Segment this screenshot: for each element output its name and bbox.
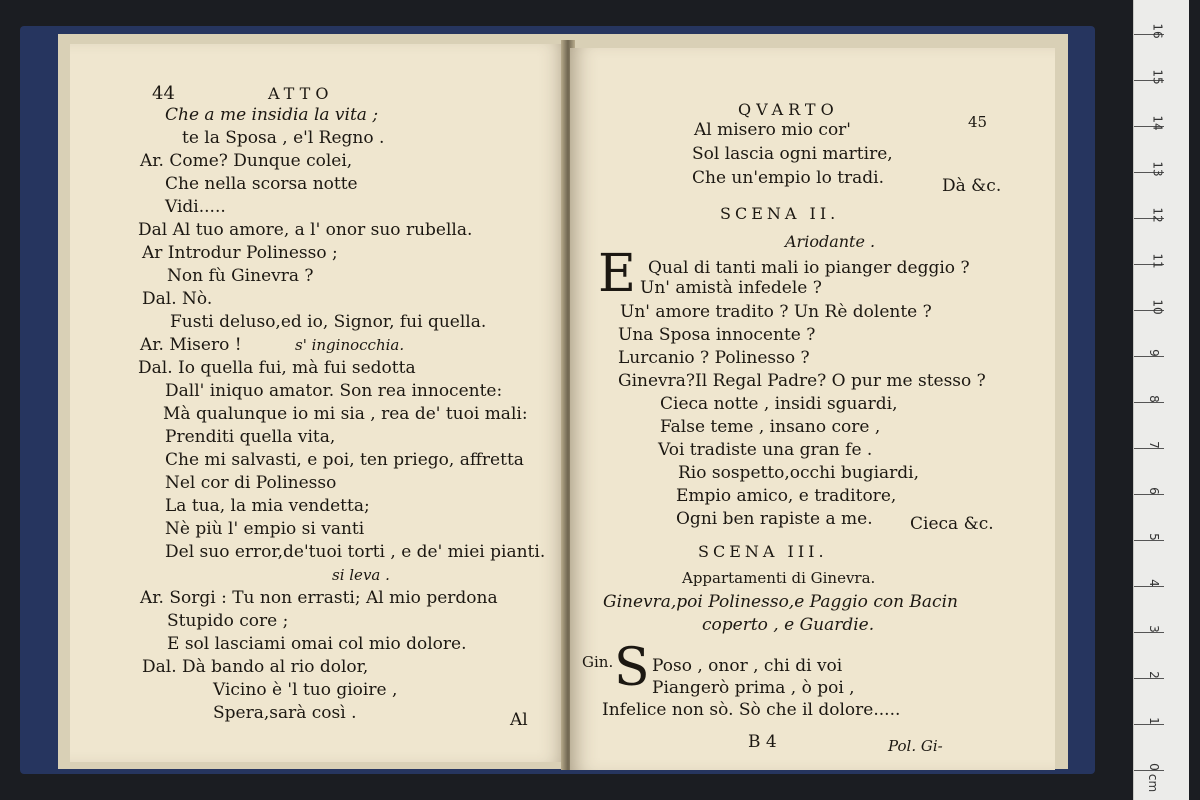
drop-cap: E [598,244,636,304]
text-line: Dal Al tuo amore, a l' onor suo rubella. [138,220,473,240]
text-line: Ginevra?Il Regal Padre? O pur me stesso ? [618,371,986,391]
measurement-ruler: 0 1 2 3 4 5 6 7 8 9 10 11 12 13 14 15 16 cm [1133,0,1189,800]
stage-direction: s' inginocchia. [295,336,405,354]
character-name: Ariodante . [785,232,876,251]
right-page [570,48,1055,770]
text-line: Che un'empio lo tradi. [692,168,885,188]
setting-line: Appartamenti di Ginevra. [682,569,876,587]
text-line: Poso , onor , chi di voi [652,656,843,676]
text-line: Ar Introdur Polinesso ; [142,243,338,263]
text-line: Un' amore tradito ? Un Rè dolente ? [620,302,932,322]
text-line: Cieca &c. [910,514,994,534]
right-running-head: QVARTO [738,100,839,119]
text-line: Piangerò prima , ò poi , [652,678,855,698]
text-line: Dal. Io quella fui, mà fui sedotta [138,358,416,378]
text-line: Dal. Nò. [142,289,213,309]
catchword: Pol. Gi- [888,737,943,755]
text-line: Prenditi quella vita, [165,427,336,447]
text-line: te la Sposa , e'l Regno . [182,128,385,148]
text-line: Spera,sarà così . [213,703,357,723]
text-line: Voi tradiste una gran fe . [658,440,873,460]
text-line: Qual di tanti mali io pianger deggio ? [648,258,970,278]
text-line: Ar. Come? Dunque colei, [140,151,353,171]
text-line: Infelice non sò. Sò che il dolore..... [602,700,901,720]
ruler-unit: cm [1146,773,1161,793]
left-page-number: 44 [152,83,175,104]
text-line: False teme , insano core , [660,417,881,437]
text-line: Ar. Sorgi : Tu non errasti; Al mio perdona [140,588,498,608]
text-line: E sol lasciami omai col mio dolore. [167,634,467,654]
signature-mark: B 4 [748,732,777,752]
text-line: Non fù Ginevra ? [167,266,314,286]
text-line: Vidi..... [165,197,226,217]
text-line: Al misero mio cor' [694,120,851,140]
text-line: Sol lascia ogni martire, [692,144,893,164]
drop-cap: S [614,638,650,698]
catchword: Al [510,710,528,730]
text-line: Una Sposa innocente ? [618,325,816,345]
text-line: Che nella scorsa notte [165,174,358,194]
text-line: Vicino è 'l tuo gioire , [213,680,398,700]
left-running-head: ATTO [268,84,334,103]
text-line: Che a me insidia la vita ; [165,105,379,125]
text-line: Che mi salvasti, e poi, ten priego, affretta [165,450,524,470]
text-line: Ogni ben rapiste a me. [676,509,873,529]
text-line: Dall' iniquo amator. Son rea innocente: [165,381,503,401]
character-list: coperto , e Guardie. [702,615,875,635]
character-list: Ginevra,poi Polinesso,e Paggio con Bacin [603,592,958,612]
scene-heading: SCENA III. [698,542,828,561]
text-line: La tua, la mia vendetta; [165,496,370,516]
text-line: Rio sospetto,occhi bugiardi, [678,463,920,483]
text-line: Dà &c. [942,176,1002,196]
stage-direction: si leva . [332,566,390,584]
left-page [70,44,567,762]
text-line: Empio amico, e traditore, [676,486,897,506]
text-line: Lurcanio ? Polinesso ? [618,348,810,368]
text-line: Ar. Misero ! [140,335,242,355]
text-line: Un' amistà infedele ? [640,278,822,298]
text-line: Del suo error,de'tuoi torti , e de' miei pianti. [165,542,546,562]
text-line: Nel cor di Polinesso [165,473,337,493]
text-line: Dal. Dà bando al rio dolor, [142,657,369,677]
speaker-label: Gin. [582,653,614,671]
text-line: Nè più l' empio si vanti [165,519,365,539]
text-line: Stupido core ; [167,611,289,631]
scene-heading: SCENA II. [720,204,840,223]
right-page-number: 45 [968,113,988,131]
text-line: Cieca notte , insidi sguardi, [660,394,898,414]
text-line: Mà qualunque io mi sia , rea de' tuoi mali: [163,404,528,424]
text-line: Fusti deluso,ed io, Signor, fui quella. [170,312,487,332]
